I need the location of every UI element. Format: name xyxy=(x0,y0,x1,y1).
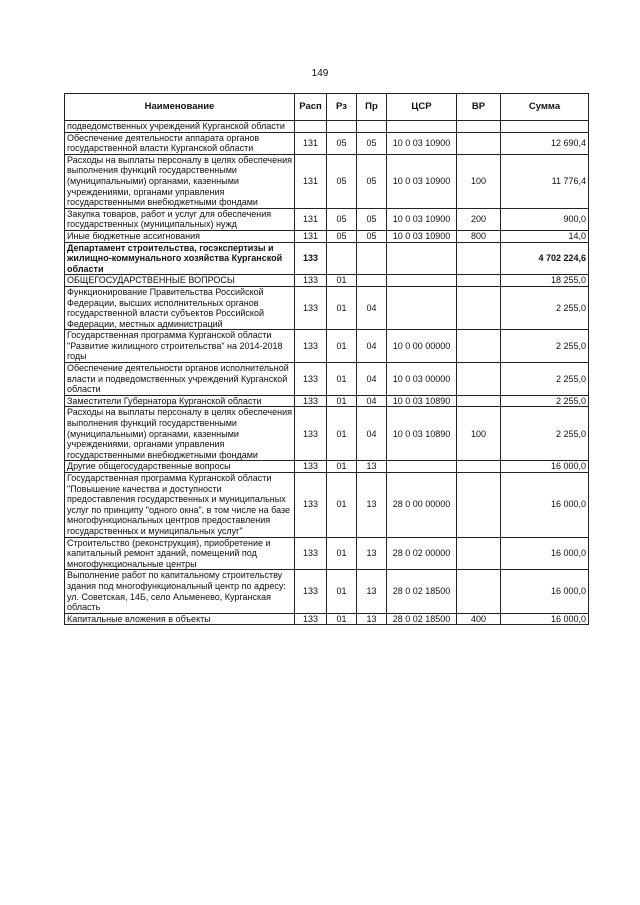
row-name-cell: Функционирование Правительства Российской Федерации, высших исполнительных органов государственной власти субъектов Российской Федерации, местных администраций xyxy=(65,286,295,329)
table-row xyxy=(65,121,589,133)
row-vr-cell xyxy=(457,473,501,538)
row-rz-cell: 01 xyxy=(327,395,357,407)
table-row xyxy=(65,473,589,538)
row-rz-cell: 05 xyxy=(327,132,357,154)
row-pr-cell: 05 xyxy=(357,230,387,242)
row-csr-cell xyxy=(387,275,457,287)
table-row xyxy=(65,242,589,275)
table-row xyxy=(65,330,589,363)
row-sum-cell: 4 702 224,6 xyxy=(501,242,589,275)
row-sum-cell: 2 255,0 xyxy=(501,395,589,407)
row-rz-cell: 01 xyxy=(327,286,357,329)
row-vr-cell xyxy=(457,537,501,570)
row-name-cell: Обеспечение деятельности аппарата органов государственной власти Курганской области xyxy=(65,132,295,154)
row-vr-cell: 100 xyxy=(457,154,501,208)
row-sum-cell: 2 255,0 xyxy=(501,330,589,363)
row-sum-cell: 11 776,4 xyxy=(501,154,589,208)
page-number: 149 xyxy=(311,68,329,79)
row-vr-cell xyxy=(457,570,501,613)
row-name-cell: Расходы на выплаты персоналу в целях обеспечения выполнения функций государственными (муниципальными) органами, казенными учреждениями, органами управления государственными внебюджетными фондами xyxy=(65,407,295,461)
row-sum-cell: 18 255,0 xyxy=(501,275,589,287)
row-name-cell: Строительство (реконструкция), приобретение и капитальный ремонт зданий, помещений под многофункциональные центры xyxy=(65,537,295,570)
table-row xyxy=(65,613,589,625)
row-pr-cell: 13 xyxy=(357,613,387,625)
row-csr-cell: 28 0 02 18500 xyxy=(387,613,457,625)
table-row xyxy=(65,154,589,208)
budget-table xyxy=(64,93,589,625)
row-csr-cell xyxy=(387,121,457,133)
row-csr-cell xyxy=(387,286,457,329)
row-rz-cell: 01 xyxy=(327,330,357,363)
row-rz-cell: 01 xyxy=(327,537,357,570)
row-rasp-cell: 133 xyxy=(295,330,327,363)
row-rz-cell xyxy=(327,242,357,275)
row-rz-cell xyxy=(327,121,357,133)
row-rz-cell: 05 xyxy=(327,208,357,230)
row-rasp-cell: 133 xyxy=(295,363,327,396)
row-rz-cell: 05 xyxy=(327,154,357,208)
row-sum-cell: 16 000,0 xyxy=(501,461,589,473)
row-rasp-cell: 133 xyxy=(295,275,327,287)
row-rasp-cell: 133 xyxy=(295,461,327,473)
row-sum-cell: 2 255,0 xyxy=(501,407,589,461)
row-sum-cell xyxy=(501,121,589,133)
row-pr-cell: 04 xyxy=(357,286,387,329)
row-csr-cell: 10 0 03 10900 xyxy=(387,154,457,208)
row-name-cell: Закупка товаров, работ и услуг для обеспечения государственных (муниципальных) нужд xyxy=(65,208,295,230)
table-row xyxy=(65,570,589,613)
row-name-cell: Департамент строительства, госэкспертизы и жилищно-коммунального хозяйства Курганской области xyxy=(65,242,295,275)
row-csr-cell: 28 0 02 18500 xyxy=(387,570,457,613)
row-vr-cell xyxy=(457,286,501,329)
row-vr-cell xyxy=(457,121,501,133)
row-rasp-cell: 131 xyxy=(295,154,327,208)
table-row xyxy=(65,208,589,230)
row-pr-cell: 13 xyxy=(357,461,387,473)
table-header-row xyxy=(65,94,589,121)
row-sum-cell: 2 255,0 xyxy=(501,286,589,329)
row-sum-cell: 12 690,4 xyxy=(501,132,589,154)
row-vr-cell xyxy=(457,363,501,396)
table-row xyxy=(65,461,589,473)
row-csr-cell: 10 0 00 00000 xyxy=(387,330,457,363)
row-vr-cell xyxy=(457,242,501,275)
row-rasp-cell: 133 xyxy=(295,286,327,329)
row-csr-cell xyxy=(387,242,457,275)
header-vr: ВР xyxy=(457,94,501,121)
header-pr: Пр xyxy=(357,94,387,121)
row-pr-cell: 04 xyxy=(357,407,387,461)
table-row xyxy=(65,395,589,407)
row-rasp-cell xyxy=(295,121,327,133)
row-pr-cell: 04 xyxy=(357,395,387,407)
row-name-cell: Капитальные вложения в объекты xyxy=(65,613,295,625)
row-name-cell: Другие общегосударственные вопросы xyxy=(65,461,295,473)
row-vr-cell xyxy=(457,461,501,473)
row-csr-cell: 10 0 03 10900 xyxy=(387,208,457,230)
row-rz-cell: 01 xyxy=(327,407,357,461)
row-rz-cell: 01 xyxy=(327,570,357,613)
row-vr-cell: 400 xyxy=(457,613,501,625)
row-name-cell: Обеспечение деятельности органов исполнительной власти и подведомственных учреждений Курганской области xyxy=(65,363,295,396)
row-rasp-cell: 131 xyxy=(295,230,327,242)
row-vr-cell: 200 xyxy=(457,208,501,230)
row-pr-cell xyxy=(357,121,387,133)
row-name-cell: Государственная программа Курганской области "Развитие жилищного строительства" на 2014-2018 годы xyxy=(65,330,295,363)
row-rasp-cell: 133 xyxy=(295,407,327,461)
row-sum-cell: 16 000,0 xyxy=(501,473,589,538)
row-name-cell: подведомственных учреждений Курганской области xyxy=(65,121,295,133)
row-rasp-cell: 133 xyxy=(295,395,327,407)
row-rasp-cell: 133 xyxy=(295,537,327,570)
row-vr-cell: 800 xyxy=(457,230,501,242)
row-pr-cell: 05 xyxy=(357,132,387,154)
row-csr-cell: 10 0 03 00000 xyxy=(387,363,457,396)
table-row xyxy=(65,407,589,461)
row-vr-cell xyxy=(457,132,501,154)
row-rasp-cell: 133 xyxy=(295,242,327,275)
row-csr-cell: 10 0 03 10890 xyxy=(387,395,457,407)
row-sum-cell: 16 000,0 xyxy=(501,537,589,570)
row-vr-cell: 100 xyxy=(457,407,501,461)
row-vr-cell xyxy=(457,395,501,407)
row-rz-cell: 01 xyxy=(327,473,357,538)
header-rz: Рз xyxy=(327,94,357,121)
row-pr-cell: 04 xyxy=(357,330,387,363)
row-sum-cell: 900,0 xyxy=(501,208,589,230)
row-pr-cell: 05 xyxy=(357,208,387,230)
header-rasp: Расп xyxy=(295,94,327,121)
table-row xyxy=(65,286,589,329)
row-rz-cell: 01 xyxy=(327,461,357,473)
table-row xyxy=(65,537,589,570)
row-name-cell: ОБЩЕГОСУДАРСТВЕННЫЕ ВОПРОСЫ xyxy=(65,275,295,287)
row-rz-cell: 01 xyxy=(327,275,357,287)
row-vr-cell xyxy=(457,275,501,287)
row-rasp-cell: 133 xyxy=(295,613,327,625)
row-pr-cell: 13 xyxy=(357,473,387,538)
row-rz-cell: 01 xyxy=(327,613,357,625)
header-name: Наименование xyxy=(65,94,295,121)
table-row xyxy=(65,275,589,287)
row-name-cell: Государственная программа Курганской области "Повышение качества и доступности предоставления государственных и муниципальных услуг по принципу "одного окна", в том числе на базе многофункциональных центров предоставления государственных и муниципальных услуг" xyxy=(65,473,295,538)
row-pr-cell: 13 xyxy=(357,570,387,613)
table-row xyxy=(65,132,589,154)
row-csr-cell: 28 0 00 00000 xyxy=(387,473,457,538)
table-row xyxy=(65,363,589,396)
row-rasp-cell: 133 xyxy=(295,570,327,613)
row-rz-cell: 01 xyxy=(327,363,357,396)
row-csr-cell: 10 0 03 10900 xyxy=(387,132,457,154)
row-sum-cell: 2 255,0 xyxy=(501,363,589,396)
row-name-cell: Иные бюджетные ассигнования xyxy=(65,230,295,242)
row-pr-cell: 04 xyxy=(357,363,387,396)
row-pr-cell: 13 xyxy=(357,537,387,570)
row-csr-cell xyxy=(387,461,457,473)
row-pr-cell xyxy=(357,275,387,287)
row-name-cell: Заместители Губернатора Курганской области xyxy=(65,395,295,407)
row-csr-cell: 10 0 03 10900 xyxy=(387,230,457,242)
row-csr-cell: 10 0 03 10890 xyxy=(387,407,457,461)
header-sum: Сумма xyxy=(501,94,589,121)
row-rasp-cell: 131 xyxy=(295,132,327,154)
header-csr: ЦСР xyxy=(387,94,457,121)
row-vr-cell xyxy=(457,330,501,363)
row-name-cell: Расходы на выплаты персоналу в целях обеспечения выполнения функций государственными (муниципальными) органами, казенными учреждениями, органами управления государственными внебюджетными фондами xyxy=(65,154,295,208)
row-pr-cell xyxy=(357,242,387,275)
table-row xyxy=(65,230,589,242)
row-csr-cell: 28 0 02 00000 xyxy=(387,537,457,570)
row-sum-cell: 16 000,0 xyxy=(501,613,589,625)
row-rasp-cell: 133 xyxy=(295,473,327,538)
row-rz-cell: 05 xyxy=(327,230,357,242)
row-name-cell: Выполнение работ по капитальному строительству здания под многофункциональный центр по адресу: ул. Советская, 14Б, село Альменево, Курганская область xyxy=(65,570,295,613)
row-sum-cell: 14,0 xyxy=(501,230,589,242)
row-pr-cell: 05 xyxy=(357,154,387,208)
row-rasp-cell: 131 xyxy=(295,208,327,230)
row-sum-cell: 16 000,0 xyxy=(501,570,589,613)
